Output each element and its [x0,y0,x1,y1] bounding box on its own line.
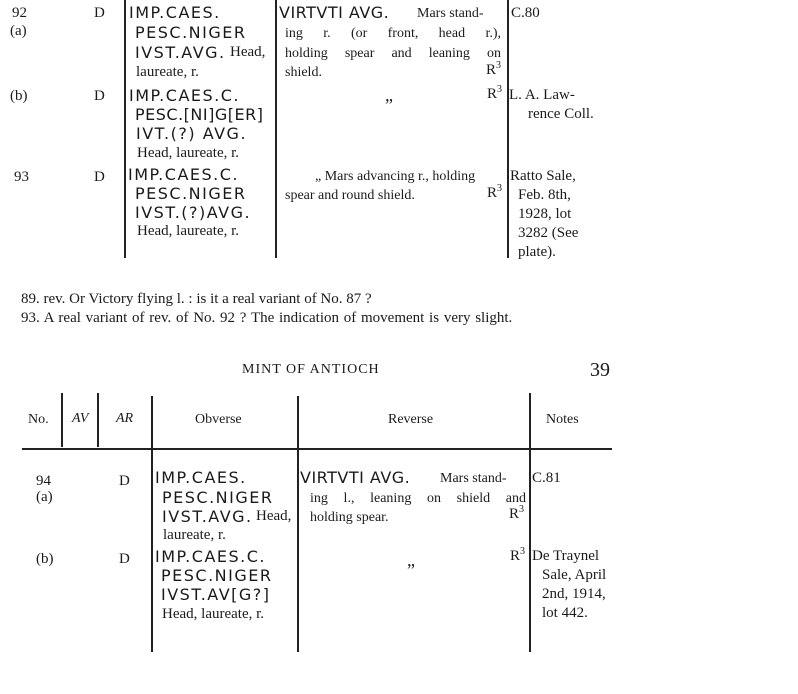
entry-sub: (b) [10,88,28,104]
obverse-text: laureate, r. [136,64,199,80]
ditto-mark: „ [385,85,393,105]
metal-mark: D [94,5,105,21]
note-text: C.80 [511,5,540,21]
entry-number: 94 [36,473,51,489]
ditto-mark: „ [407,550,415,570]
footnote: 93. A real variant of rev. of No. 92 ? The indication of movement is very slight. [21,310,513,326]
reverse-text: ing r. (or front, head r.), [285,26,501,41]
note-text: 3282 (See [518,225,579,241]
footnote: 89. rev. Or Victory flying l. : is it a real variant of No. 87 ? [21,291,372,307]
col-header-gold: AV [72,411,89,426]
page-number: 39 [590,359,610,381]
note-text: lot 442. [542,605,588,621]
reverse-text: „ Mars advancing r., holding [315,169,476,184]
entry-number: 92 [12,5,27,21]
rarity: $R^3$ [486,60,502,78]
obverse-legend: IVST.AV[G?] [161,585,271,604]
reverse-legend: VIRTVTI AVG. [300,468,411,487]
note-text: L. A. Law- [509,87,575,103]
reverse-text: shield. [285,65,322,80]
column-rule [275,0,277,258]
obverse-legend: PESC.NIGER [162,488,274,507]
col-header-reverse: Reverse [388,412,434,427]
obverse-legend: IMP.CAES. [129,3,221,22]
note-text: Feb. 8th, [518,187,571,203]
rarity: $R^3$ [510,546,526,564]
obverse-legend: IVST.(?)AVG. [135,203,252,222]
note-text: 2nd, 1914, [542,586,606,602]
col-header-no: No. [28,412,49,427]
obverse-legend: IMP.CAES.C. [129,86,240,105]
entry-number: 93 [14,169,29,185]
rarity: $R^3$ [487,183,503,201]
reverse-text: holding spear and leaning on [285,46,501,61]
column-rule [507,0,509,258]
reverse-text: ing l., leaning on shield and [310,491,526,506]
entry-sub: (a) [36,489,53,505]
obverse-legend: IMP.CAES. [155,468,247,487]
metal-mark: D [94,88,105,104]
metal-mark: D [94,169,105,185]
obverse-legend: PESC.[NI]G[ER] [135,105,264,124]
note-text: 1928, lot [518,206,572,222]
obverse-text: Head, [230,44,266,60]
entry-sub: (b) [36,551,54,567]
obverse-legend: IVST.AVG. [162,507,253,526]
column-rule [97,393,99,447]
column-rule [297,396,299,652]
obverse-text: Head, laureate, r. [137,145,240,161]
reverse-text: spear and round shield. [285,188,415,203]
obverse-text: laureate, r. [163,527,226,543]
reverse-legend: VIRTVTI AVG. [279,3,390,22]
entry-sub: (a) [10,23,27,39]
reverse-text: Mars stand- [417,6,484,21]
obverse-text: Head, [256,508,292,524]
obverse-legend: IMP.CAES.C. [155,547,266,566]
obverse-legend: PESC.NIGER [135,23,247,42]
rarity: $R^3$ [487,84,503,102]
note-text: C.81 [532,470,561,486]
reverse-text: Mars stand- [440,471,507,486]
column-rule [151,396,153,652]
obverse-legend: PESC.NIGER [161,566,273,585]
note-text: Sale, April [542,567,607,583]
note-text: rence Coll. [528,106,594,122]
note-text: plate). [518,244,556,260]
col-header-notes: Notes [546,412,579,427]
rarity: $R^3$ [509,504,525,522]
obverse-text: Head, laureate, r. [162,606,265,622]
page-title: MINT OF ANTIOCH [242,362,380,377]
metal-mark: D [119,551,130,567]
obverse-legend: PESC.NIGER [135,184,247,203]
note-text: Ratto Sale, [510,168,576,184]
metal-mark: D [119,473,130,489]
note-text: De Traynel [532,548,600,564]
header-rule [22,448,612,450]
col-header-obverse: Obverse [195,412,242,427]
column-rule [61,393,63,447]
obverse-legend: IMP.CAES.C. [128,165,239,184]
column-rule [124,0,126,258]
obverse-legend: IVST.AVG. [135,43,226,62]
col-header-silver: AR [116,411,134,426]
column-rule [529,393,531,652]
obverse-legend: IVT.(?) AVG. [136,124,248,143]
reverse-text: holding spear. [310,510,389,525]
obverse-text: Head, laureate, r. [137,223,240,239]
